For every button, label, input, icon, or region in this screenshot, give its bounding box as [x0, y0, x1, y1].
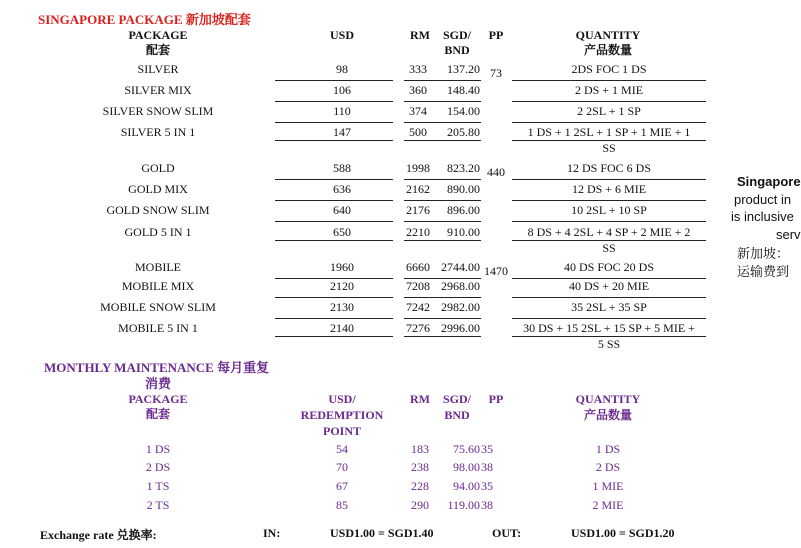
- package-quantity: 8 DS + 4 2SL + 4 SP + 2 MIE + 2: [527, 225, 691, 239]
- row-divider: [404, 297, 481, 298]
- package-sgd: 148.40: [447, 83, 480, 97]
- package-name: MOBILE 5 IN 1: [118, 321, 198, 335]
- maintenance-sgd: 119.00: [447, 498, 480, 512]
- maintenance-sgd: 75.60: [453, 442, 480, 456]
- maintenance-usd: 70: [336, 460, 348, 474]
- package-sgd: 2968.00: [441, 279, 480, 293]
- package-usd: 650: [333, 225, 351, 239]
- maintenance-qty: 1 MIE: [592, 479, 624, 493]
- row-divider: [404, 221, 481, 222]
- maint-header-package-cn: 配套: [145, 407, 170, 421]
- package-quantity: 12 DS + 6 MIE: [571, 182, 647, 196]
- header-usd: USD: [329, 28, 354, 42]
- package-quantity: 2 2SL + 1 SP: [577, 104, 641, 118]
- maint-header-rm: RM: [410, 392, 430, 406]
- header-package-cn: 配套: [145, 43, 170, 57]
- package-usd: 147: [333, 125, 351, 139]
- maintenance-rm: 183: [411, 442, 429, 456]
- package-name: MOBILE: [135, 260, 181, 274]
- package-usd: 110: [333, 104, 351, 118]
- maintenance-rm: 290: [411, 498, 429, 512]
- header-package: PACKAGE: [128, 28, 188, 42]
- maintenance-usd: 54: [336, 442, 348, 456]
- row-divider: [275, 318, 393, 319]
- exchange-out-value: USD1.00 = SGD1.20: [571, 526, 675, 540]
- row-divider: [512, 318, 706, 319]
- side-note-line-1: Singapore: [737, 174, 801, 189]
- package-rm: 7208: [406, 279, 430, 293]
- package-rm: 2210: [406, 225, 430, 239]
- maintenance-rm: 238: [411, 460, 429, 474]
- package-quantity-continued: SS: [602, 241, 616, 255]
- package-quantity: 2DS FOC 1 DS: [571, 62, 647, 76]
- maintenance-name: 2 DS: [145, 460, 171, 474]
- package-name: SILVER SNOW SLIM: [102, 104, 214, 118]
- package-sgd: 154.00: [447, 104, 480, 118]
- package-pp: 440: [487, 165, 505, 179]
- package-pp: 1470: [484, 264, 508, 278]
- row-divider: [275, 221, 393, 222]
- row-divider: [404, 318, 481, 319]
- row-divider: [512, 240, 706, 241]
- package-quantity: 1 DS + 1 2SL + 1 SP + 1 MIE + 1: [527, 125, 691, 139]
- maintenance-pp: 38: [481, 460, 493, 474]
- package-sgd: 2982.00: [441, 300, 480, 314]
- row-divider: [512, 179, 706, 180]
- maintenance-name: 2 TS: [146, 498, 170, 512]
- exchange-in-value: USD1.00 = SGD1.40: [330, 526, 434, 540]
- package-usd: 588: [333, 161, 351, 175]
- maint-header-sgd: SGD/: [442, 392, 471, 406]
- package-rm: 7242: [406, 300, 430, 314]
- package-pp: 73: [490, 66, 502, 80]
- row-divider: [512, 221, 706, 222]
- maintenance-pp: 35: [481, 442, 493, 456]
- package-usd: 640: [333, 203, 351, 217]
- row-divider: [512, 122, 706, 123]
- header-bnd: BND: [444, 43, 470, 57]
- row-divider: [512, 140, 706, 141]
- maint-header-redemption: REDEMPTION: [300, 408, 384, 422]
- row-divider: [404, 336, 481, 337]
- maint-header-quantity-cn: 产品数量: [583, 408, 632, 422]
- package-quantity: 12 DS FOC 6 DS: [566, 161, 652, 175]
- package-name: SILVER MIX: [124, 83, 192, 97]
- package-usd: 2130: [330, 300, 354, 314]
- header-sgd: SGD/: [442, 28, 471, 42]
- package-rm: 7276: [406, 321, 430, 335]
- row-divider: [275, 140, 393, 141]
- maint-header-usd: USD/: [328, 392, 356, 406]
- maintenance-qty: 2 DS: [595, 460, 621, 474]
- maintenance-pp: 38: [481, 498, 493, 512]
- package-name: GOLD 5 IN 1: [124, 225, 192, 239]
- row-divider: [512, 80, 706, 81]
- package-quantity: 40 DS + 20 MIE: [568, 279, 650, 293]
- maintenance-name: 1 DS: [145, 442, 171, 456]
- side-note-line-6: 运输费到: [737, 264, 790, 279]
- package-sgd: 896.00: [447, 203, 480, 217]
- maint-header-package: PACKAGE: [128, 392, 188, 406]
- package-usd: 98: [336, 62, 348, 76]
- row-divider: [275, 336, 393, 337]
- header-pp: PP: [488, 28, 504, 42]
- package-quantity: 2 DS + 1 MIE: [574, 83, 644, 97]
- row-divider: [404, 101, 481, 102]
- header-quantity-cn: 产品数量: [583, 43, 632, 57]
- package-usd: 2120: [330, 279, 354, 293]
- maintenance-sgd: 94.00: [453, 479, 480, 493]
- side-note-line-5: 新加坡：: [737, 246, 790, 261]
- row-divider: [275, 200, 393, 201]
- package-sgd: 2996.00: [441, 321, 480, 335]
- row-divider: [512, 200, 706, 201]
- package-rm: 2162: [406, 182, 430, 196]
- maint-header-bnd: BND: [444, 408, 470, 422]
- maintenance-title: MONTHLY MAINTENANCE 每月重复: [44, 360, 270, 375]
- package-rm: 1998: [406, 161, 430, 175]
- row-divider: [404, 200, 481, 201]
- package-usd: 106: [333, 83, 351, 97]
- package-name: GOLD SNOW SLIM: [106, 203, 210, 217]
- package-sgd: 823.20: [447, 161, 480, 175]
- package-sgd: 205.80: [447, 125, 480, 139]
- row-divider: [275, 80, 393, 81]
- row-divider: [404, 140, 481, 141]
- package-usd: 1960: [330, 260, 354, 274]
- exchange-in-label: IN:: [263, 526, 281, 540]
- row-divider: [275, 122, 393, 123]
- maintenance-usd: 85: [336, 498, 348, 512]
- row-divider: [275, 179, 393, 180]
- row-divider: [404, 122, 481, 123]
- package-usd: 2140: [330, 321, 354, 335]
- package-rm: 333: [409, 62, 427, 76]
- row-divider: [512, 297, 706, 298]
- package-name: SILVER 5 IN 1: [120, 125, 196, 139]
- row-divider: [404, 240, 481, 241]
- package-usd: 636: [333, 182, 351, 196]
- package-sgd: 910.00: [447, 225, 480, 239]
- side-note-line-4: serv: [776, 227, 801, 242]
- package-quantity-continued: 5 SS: [597, 337, 621, 351]
- package-quantity: 40 DS FOC 20 DS: [563, 260, 655, 274]
- row-divider: [512, 336, 706, 337]
- row-divider: [275, 297, 393, 298]
- maintenance-qty: 1 DS: [595, 442, 621, 456]
- maintenance-qty: 2 MIE: [592, 498, 624, 512]
- side-note-line-3: is inclusive: [731, 209, 794, 224]
- row-divider: [512, 101, 706, 102]
- side-note-line-2: product in: [734, 192, 792, 207]
- package-sgd: 890.00: [447, 182, 480, 196]
- maint-header-quantity: QUANTITY: [575, 392, 641, 406]
- header-rm: RM: [410, 28, 430, 42]
- package-name: MOBILE MIX: [121, 279, 195, 293]
- package-quantity: 30 DS + 15 2SL + 15 SP + 5 MIE +: [523, 321, 695, 335]
- package-name: MOBILE SNOW SLIM: [100, 300, 216, 314]
- singapore-package-title: SINGAPORE PACKAGE 新加坡配套: [38, 12, 251, 27]
- package-name: SILVER: [137, 62, 179, 76]
- package-rm: 500: [409, 125, 427, 139]
- maint-header-pp: PP: [488, 392, 504, 406]
- package-name: GOLD MIX: [128, 182, 188, 196]
- header-quantity: QUANTITY: [575, 28, 641, 42]
- package-rm: 2176: [406, 203, 430, 217]
- row-divider: [404, 80, 481, 81]
- maintenance-rm: 228: [411, 479, 429, 493]
- maintenance-title-line2: 消费: [145, 376, 172, 391]
- maint-header-point: POINT: [322, 424, 361, 438]
- row-divider: [275, 240, 393, 241]
- package-rm: 360: [409, 83, 427, 97]
- package-sgd: 137.20: [447, 62, 480, 76]
- package-sgd: 2744.00: [441, 260, 480, 274]
- package-rm: 374: [409, 104, 427, 118]
- maintenance-pp: 35: [481, 479, 493, 493]
- package-quantity-continued: SS: [602, 141, 616, 155]
- package-name: GOLD: [141, 161, 175, 175]
- exchange-rate-label: Exchange rate 兑换率:: [40, 528, 157, 542]
- row-divider: [404, 179, 481, 180]
- package-quantity: 35 2SL + 35 SP: [571, 300, 647, 314]
- row-divider: [275, 101, 393, 102]
- maintenance-sgd: 98.00: [453, 460, 480, 474]
- exchange-out-label: OUT:: [492, 526, 522, 540]
- maintenance-name: 1 TS: [146, 479, 170, 493]
- package-quantity: 10 2SL + 10 SP: [571, 203, 647, 217]
- maintenance-usd: 67: [336, 479, 348, 493]
- package-rm: 6660: [406, 260, 430, 274]
